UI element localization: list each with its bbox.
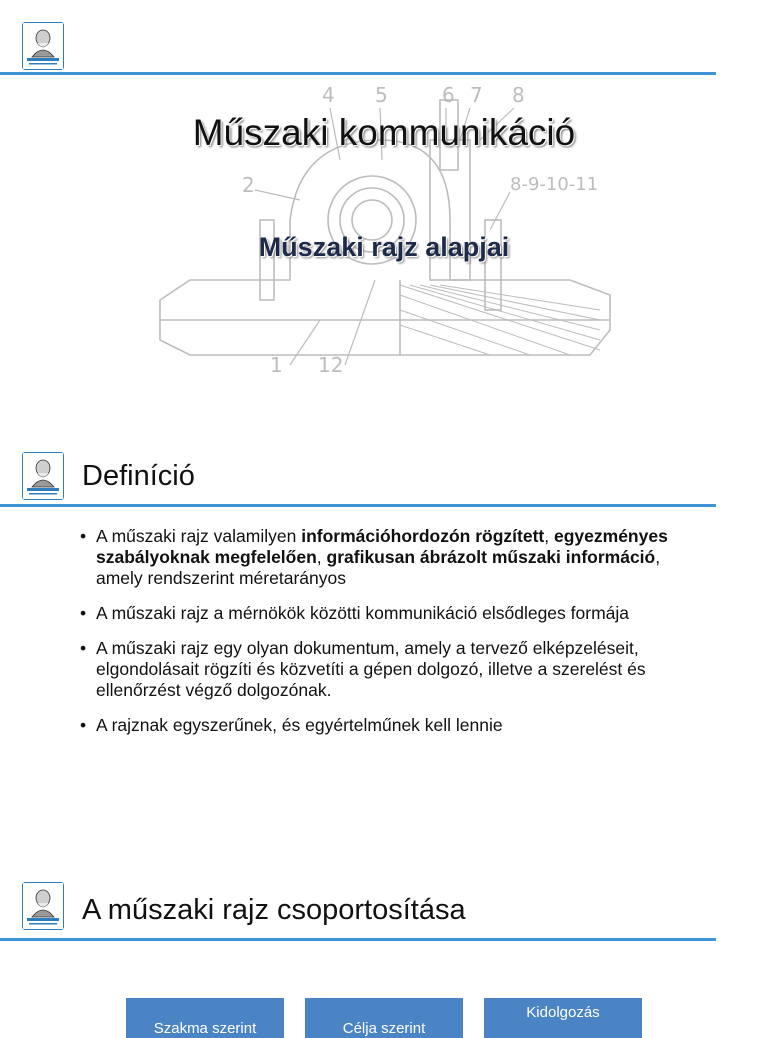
title-slide bbox=[0, 0, 768, 420]
drawing-label: 8-9-10-11 bbox=[510, 174, 599, 195]
drawing-label: 5 bbox=[375, 83, 388, 107]
drawing-label: 6 bbox=[442, 83, 455, 107]
category-box: Célja szerint bbox=[305, 998, 463, 1038]
header-rule bbox=[0, 72, 716, 75]
drawing-label: 8 bbox=[512, 83, 525, 107]
section-title: Definíció bbox=[82, 460, 195, 492]
definition-list bbox=[68, 526, 688, 750]
list-item: • A műszaki rajz egy olyan dokumentum, amely a tervező elképzeléseit, elgondolásait rögzíti és közvetíti a gépen dolgozó, illetve a szerelést és ellenőrzést végző dolgozónak. bbox=[68, 638, 688, 701]
drawing-label: 1 bbox=[270, 353, 283, 377]
drawing-label: 7 bbox=[470, 83, 483, 107]
drawing-label: 4 bbox=[322, 83, 335, 107]
definition-slide bbox=[0, 440, 768, 830]
list-item: • A műszaki rajz a mérnökök közötti kommunikáció elsődleges formája bbox=[68, 603, 688, 624]
presentation-title: Műszaki kommunikáció bbox=[192, 112, 576, 153]
drawing-label: 12 bbox=[318, 353, 344, 377]
presentation-subtitle: Műszaki rajz alapjai bbox=[258, 232, 510, 262]
school-logo-icon bbox=[22, 882, 64, 930]
list-item: • A rajznak egyszerűnek, és egyértelműnek kell lennie bbox=[68, 715, 688, 736]
school-logo-icon bbox=[22, 22, 64, 70]
classification-slide bbox=[0, 860, 768, 1037]
header-rule bbox=[0, 504, 716, 507]
drawing-label: 2 bbox=[242, 173, 255, 197]
section-title: A műszaki rajz csoportosítása bbox=[82, 894, 466, 926]
school-logo-icon bbox=[22, 452, 64, 500]
list-item: • A műszaki rajz valamilyen információhordozón rögzített, egyezményes szabályoknak megfelelően, grafikusan ábrázolt műszaki információ, amely rendszerint méretarányos bbox=[68, 526, 688, 589]
header-rule bbox=[0, 938, 716, 941]
category-box: Kidolgozás bbox=[484, 998, 642, 1038]
category-box: Szakma szerint bbox=[126, 998, 284, 1038]
